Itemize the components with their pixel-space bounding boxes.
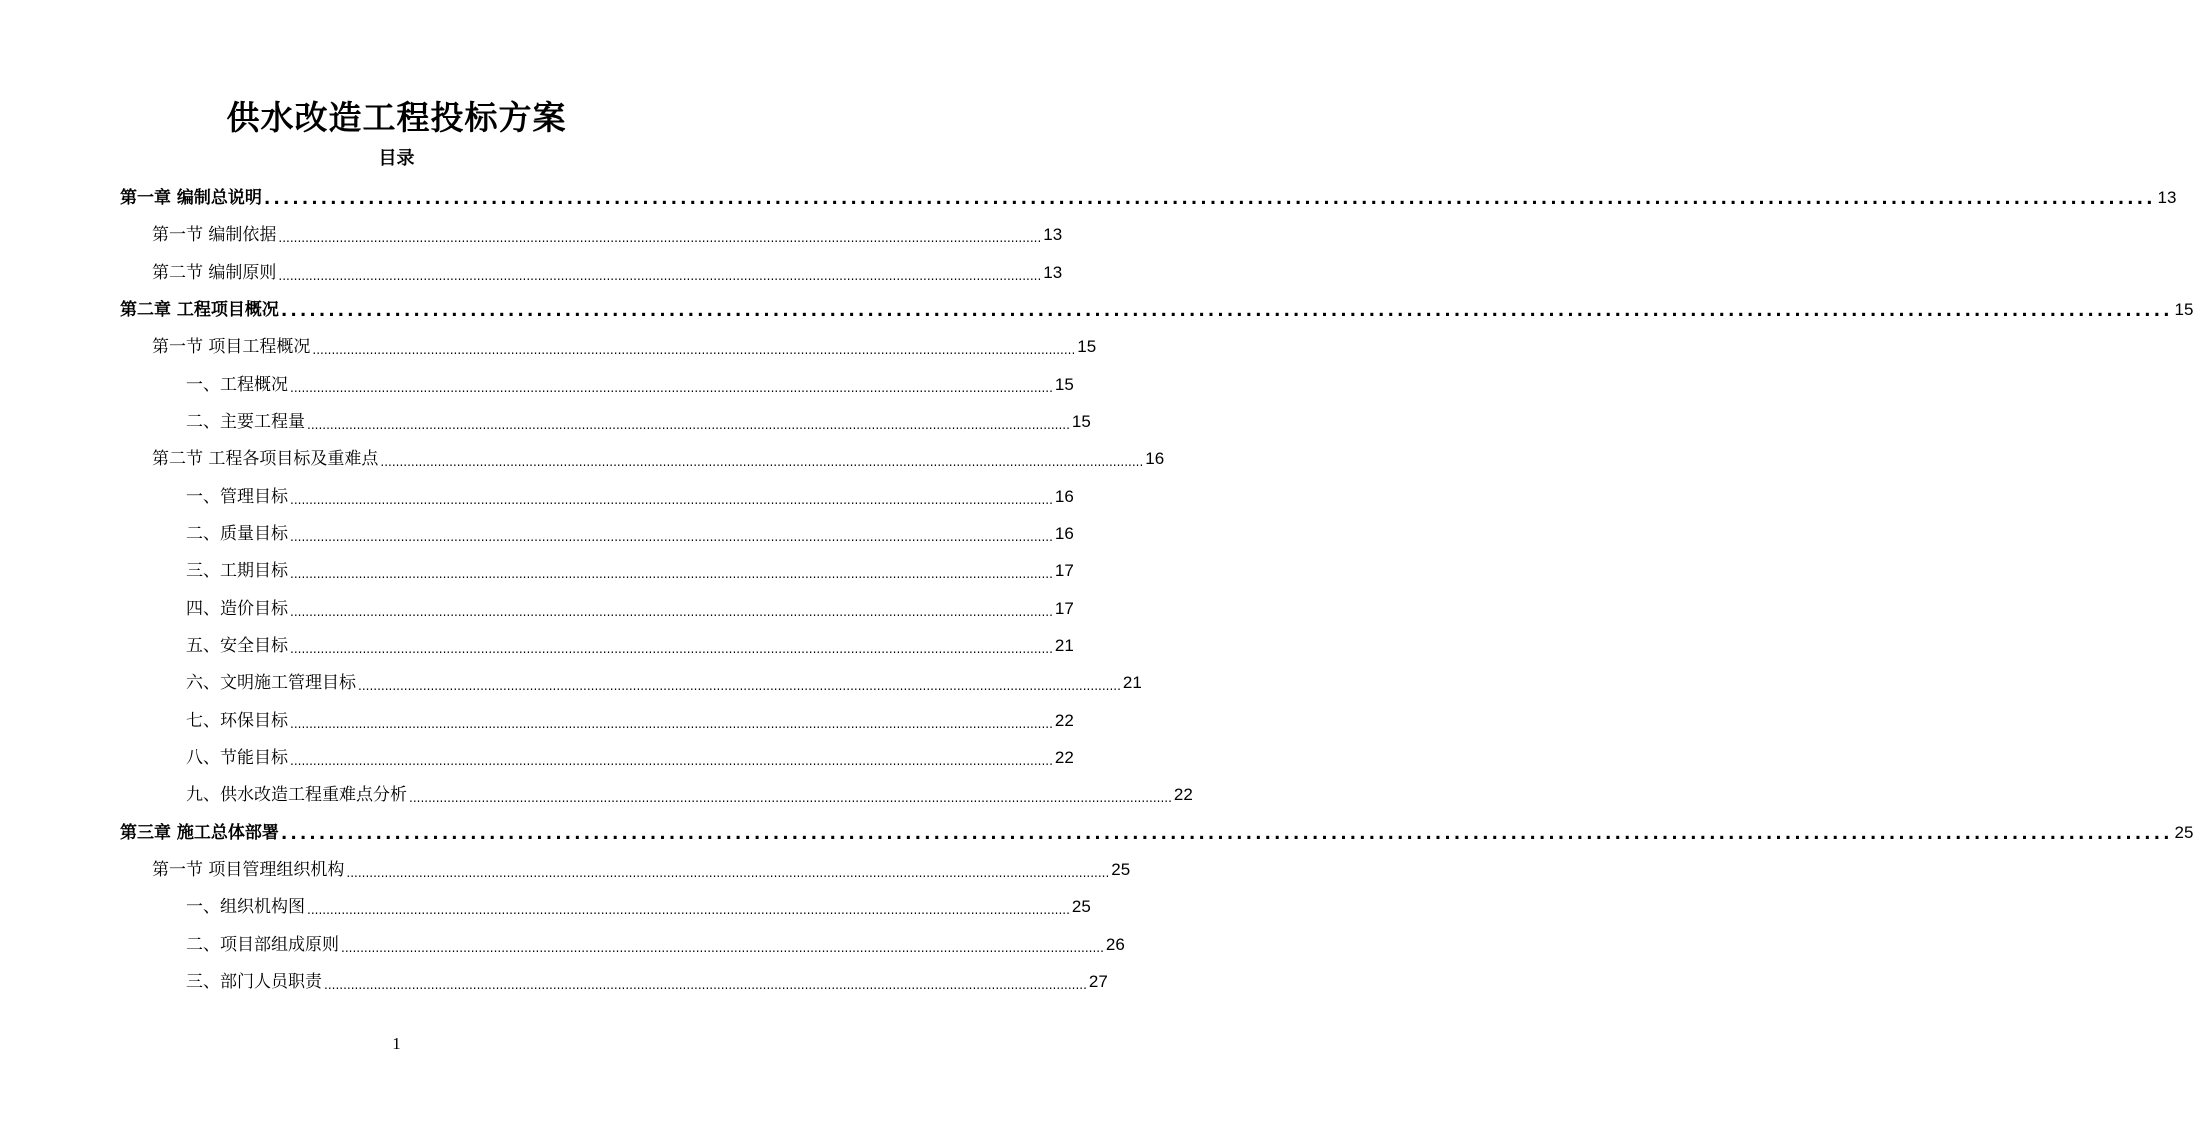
toc-leader-dots: ........................................................................................................................................................................................................ [278, 231, 1042, 246]
toc-entry-page: 17 [1054, 561, 1074, 581]
toc-leader-dots: ........................................................................................................................................................................................................ [290, 492, 1053, 507]
toc-entry-page: 15 [1071, 411, 1091, 431]
toc-entry-label: 八、节能目标 [186, 747, 288, 768]
toc-entry-label: 五、安全目标 [186, 635, 288, 656]
toc-entry-page: 15 [1077, 337, 1097, 357]
toc-entry-page: 22 [1173, 785, 1193, 805]
toc-entry[interactable] [186, 893, 1091, 921]
toc-entry-label: 三、部门人员职责 [186, 971, 322, 992]
toc-entry[interactable] [186, 371, 1074, 399]
toc-entry-label: 第二节 编制原则 [152, 262, 277, 283]
toc-leader-dots: ........................................................................................................................................................................................................ [358, 679, 1121, 694]
toc-leader-dots: ........................................................................................................................................................................................................ [290, 716, 1053, 731]
toc-entry[interactable] [186, 632, 1074, 660]
toc-entry[interactable] [186, 744, 1074, 772]
toc-entry-page: 15 [1054, 374, 1074, 394]
toc-entry-page: 13 [2157, 188, 2177, 207]
toc-entry-page: 16 [1054, 523, 1074, 543]
toc-leader-dots: ........................................................................................................................................................................................................ [263, 189, 2156, 209]
toc-entry[interactable] [152, 856, 1131, 884]
toc-leader-dots: ........................................................................................................................................................................................................ [280, 823, 2173, 844]
toc-entry-label: 第一章 编制总说明 [120, 188, 262, 208]
toc-leader-dots: ........................................................................................................................................................................................................ [307, 417, 1070, 432]
toc-entry-page: 25 [2174, 822, 2193, 842]
toc-entry[interactable] [186, 931, 1125, 959]
toc-entry-label: 一、组织机构图 [186, 897, 305, 918]
toc-entry-label: 二、质量目标 [186, 523, 288, 544]
toc-leader-dots: ........................................................................................................................................................................................................ [341, 940, 1104, 955]
toc-entry[interactable] [120, 296, 2193, 324]
toc-entry-page: 16 [1145, 449, 1165, 469]
toc-entry-label: 九、供水改造工程重难点分析 [186, 785, 407, 806]
page-number: 1 [392, 1034, 401, 1053]
document-title: 供水改造工程投标方案 [226, 98, 567, 137]
toc-leader-dots: ........................................................................................................................................................................................................ [290, 380, 1053, 395]
toc-entry[interactable] [186, 408, 1091, 436]
toc-entry[interactable] [186, 595, 1074, 623]
toc-entry-label: 第一节 项目工程概况 [152, 337, 311, 358]
toc-entry-page: 13 [1043, 225, 1063, 245]
toc-leader-dots: ........................................................................................................................................................................................................ [290, 641, 1053, 656]
toc-entry-label: 第一节 项目管理组织机构 [152, 859, 345, 880]
toc-entry-label: 六、文明施工管理目标 [186, 673, 356, 694]
toc-leader-dots: ........................................................................................................................................................................................................ [290, 567, 1053, 582]
toc-entry[interactable] [186, 968, 1108, 996]
toc-leader-dots: ........................................................................................................................................................................................................ [380, 455, 1144, 470]
toc-leader-dots: ........................................................................................................................................................................................................ [409, 791, 1172, 806]
toc-entry-page: 13 [1043, 262, 1063, 282]
toc-entry[interactable] [152, 333, 1097, 361]
toc-entry[interactable] [152, 259, 1063, 287]
toc-leader-dots: ........................................................................................................................................................................................................ [324, 977, 1087, 992]
toc-entry-label: 七、环保目标 [186, 710, 288, 731]
toc-leader-dots: ........................................................................................................................................................................................................ [346, 865, 1110, 880]
toc-entry-page: 27 [1088, 971, 1108, 991]
toc-entry[interactable] [186, 520, 1074, 548]
toc-entry-label: 三、工期目标 [186, 561, 288, 582]
toc-entry[interactable] [120, 819, 2193, 847]
toc-entry[interactable] [186, 483, 1074, 511]
toc-entry-page: 21 [1054, 635, 1074, 655]
toc-entry[interactable] [186, 557, 1074, 585]
toc-entry-label: 四、造价目标 [186, 598, 288, 619]
toc-leader-dots: ........................................................................................................................................................................................................ [290, 753, 1053, 768]
toc-entry-page: 15 [2174, 299, 2193, 319]
toc-entry-label: 二、主要工程量 [186, 411, 305, 432]
toc-leader-dots: ........................................................................................................................................................................................................ [312, 343, 1076, 358]
toc-entry-page: 26 [1105, 934, 1125, 954]
toc-entry-label: 一、管理目标 [186, 486, 288, 507]
toc-entry-page: 16 [1054, 486, 1074, 506]
toc-entry-page: 17 [1054, 598, 1074, 618]
toc-entry[interactable] [186, 781, 1193, 809]
toc-leader-dots: ........................................................................................................................................................................................................ [280, 300, 2173, 321]
toc-leader-dots: ........................................................................................................................................................................................................ [278, 268, 1042, 283]
toc-entry-label: 二、项目部组成原则 [186, 934, 339, 955]
toc-entry[interactable] [186, 707, 1074, 735]
toc-entry-label: 第三章 施工总体部署 [120, 822, 279, 843]
toc-entry-page: 25 [1071, 897, 1091, 917]
toc-entry-label: 一、工程概况 [186, 374, 288, 395]
toc-leader-dots: ........................................................................................................................................................................................................ [290, 604, 1053, 619]
toc-heading: 目录 [378, 148, 415, 169]
toc-entry-page: 22 [1054, 747, 1074, 767]
toc-entry-page: 25 [1111, 859, 1131, 879]
toc-entry[interactable] [186, 669, 1142, 697]
toc-entry[interactable] [152, 445, 1165, 473]
toc-entry-label: 第一节 编制依据 [152, 225, 277, 246]
toc-leader-dots: ........................................................................................................................................................................................................ [307, 903, 1070, 918]
toc-entry-page: 21 [1122, 673, 1142, 693]
toc-entry-page: 22 [1054, 710, 1074, 730]
toc-leader-dots: ........................................................................................................................................................................................................ [290, 529, 1053, 544]
toc-entry-label: 第二章 工程项目概况 [120, 299, 279, 320]
toc-entry[interactable] [152, 221, 1063, 249]
toc-entry[interactable] [120, 184, 2177, 212]
toc-entry-label: 第二节 工程各项目标及重难点 [152, 449, 379, 470]
